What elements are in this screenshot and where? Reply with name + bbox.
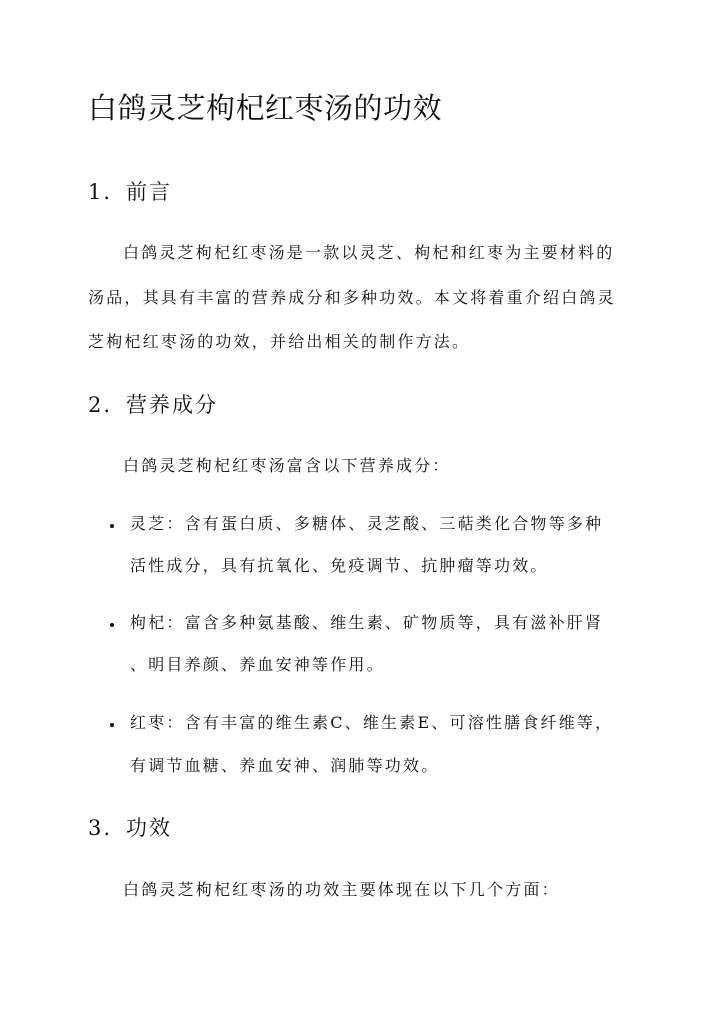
document-title: 白鸽灵芝枸杞红枣汤的功效 [88,91,443,125]
section-number: 2. [88,393,113,417]
section-title: 功效 [126,816,172,840]
section-heading-preface [88,176,172,206]
section-intro: 白鸽灵芝枸杞红枣汤富含以下营养成分： [123,456,451,475]
bullet-line: 红枣：含有丰富的维生素C、维生素E、可溶性膳食纤维等， [130,713,614,732]
bullet-line: 活性成分，具有抗氧化、免疫调节、抗肿瘤等功效。 [130,556,549,575]
bullet-line: 、明目养颜、养血安神等作用。 [130,655,385,674]
section-heading-nutrition [88,389,218,419]
paragraph-line: 白鸽灵芝枸杞红枣汤是一款以灵芝、枸杞和红枣为主要材料的 [123,243,615,262]
bullet-dot [110,623,114,627]
section-heading-effects [88,812,172,842]
bullet-line: 枸杞：富含多种氨基酸、维生素、矿物质等，具有滋补肝肾 [130,613,604,632]
section-number: 1. [88,180,113,204]
bullet-dot [110,723,114,727]
paragraph-line: 汤品，其具有丰富的营养成分和多种功效。本文将着重介绍白鸽灵 [88,288,616,307]
section-intro: 白鸽灵芝枸杞红枣汤的功效主要体现在以下几个方面： [123,880,560,899]
section-title: 前言 [126,180,172,204]
bullet-line: 有调节血糖、养血安神、润肺等功效。 [130,756,440,775]
paragraph-line: 芝枸杞红枣汤的功效，并给出相关的制作方法。 [88,332,471,351]
section-number: 3. [88,816,113,840]
section-title: 营养成分 [126,393,218,417]
bullet-line: 灵芝：含有蛋白质、多糖体、灵芝酸、三萜类化合物等多种 [130,514,604,533]
bullet-dot [110,524,114,528]
